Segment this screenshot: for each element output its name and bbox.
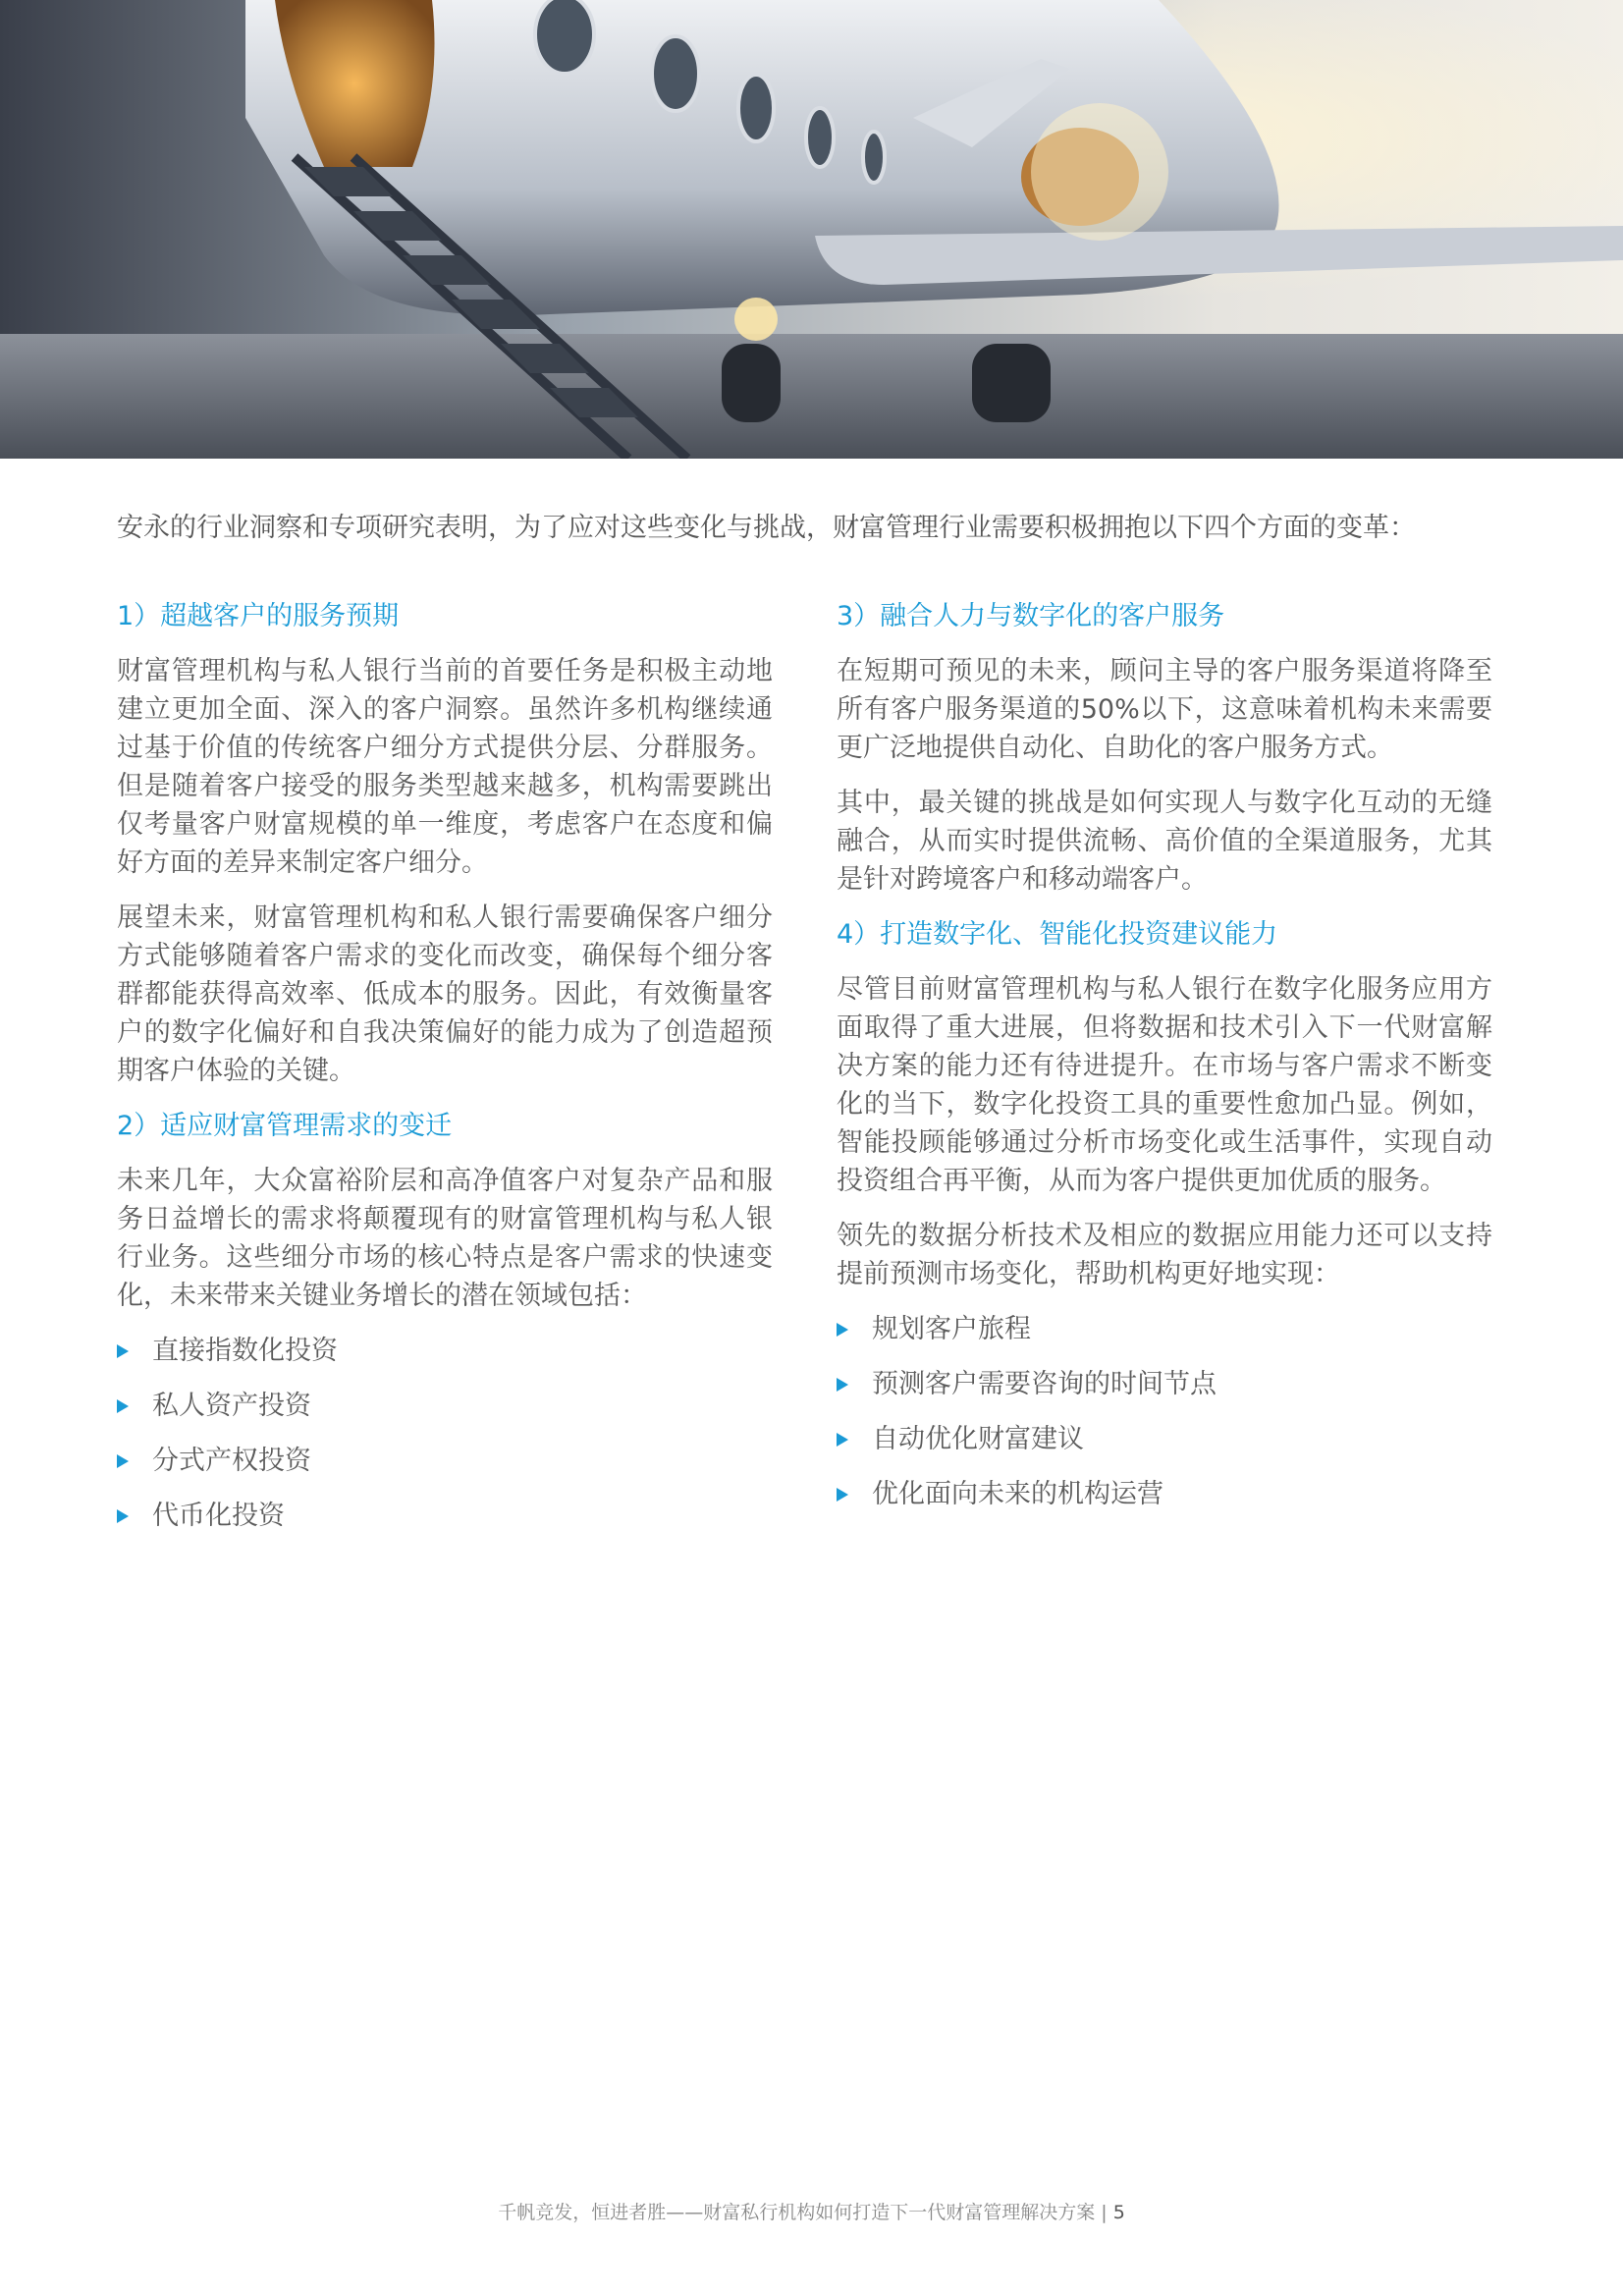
triangle-bullet-icon bbox=[117, 1344, 129, 1358]
section-heading-2: 2）适应财富管理需求的变迁 bbox=[117, 1111, 453, 1141]
section-heading-1: 1）超越客户的服务预期 bbox=[117, 601, 400, 631]
list-item bbox=[117, 1332, 773, 1371]
list-item bbox=[837, 1365, 1492, 1404]
triangle-bullet-icon bbox=[837, 1488, 848, 1502]
page-number: 5 bbox=[1112, 2202, 1125, 2223]
list-item bbox=[837, 1475, 1492, 1514]
list-item bbox=[117, 1442, 773, 1481]
intro-paragraph: 安永的行业洞察和专项研究表明，为了应对这些变化与挑战，财富管理行业需要积极拥抱以下四个方面的变革： bbox=[117, 513, 1416, 543]
section-2-paragraph-1: 未来几年，大众富裕阶层和高净值客户对复杂产品和服务日益增长的需求将颠覆现有的财富管理机构与私人银行业务。这些细分市场的核心特点是客户需求的快速变化，未来带来关键业务增长的潜在领域包括： bbox=[117, 1166, 773, 1311]
section-3-paragraph-2: 其中，最关键的挑战是如何实现人与数字化互动的无缝融合，从而实时提供流畅、高价值的全渠道服务，尤其是针对跨境客户和移动端客户。 bbox=[837, 788, 1492, 895]
list-item-text: 规划客户旅程 bbox=[872, 1314, 1031, 1344]
hero-image bbox=[0, 0, 1623, 459]
section-4-paragraph-2: 领先的数据分析技术及相应的数据应用能力还可以支持提前预测市场变化，帮助机构更好地实现： bbox=[837, 1221, 1492, 1289]
section-4-paragraph-1: 尽管目前财富管理机构与私人银行在数字化服务应用方面取得了重大进展，但将数据和技术引入下一代财富解决方案的能力还有待进提升。在市场与客户需求不断变化的当下，数字化投资工具的重要性愈加凸显。例如，智能投顾能够通过分析市场变化或生活事件，实现自动投资组合再平衡，从而为客户提供更加优质的服务。 bbox=[837, 974, 1492, 1196]
list-item-text: 优化面向未来的机构运营 bbox=[872, 1479, 1163, 1509]
triangle-bullet-icon bbox=[117, 1399, 129, 1413]
triangle-bullet-icon bbox=[837, 1323, 848, 1337]
section-1-paragraph-2: 展望未来，财富管理机构和私人银行需要确保客户细分方式能够随着客户需求的变化而改变，确保每个细分客群都能获得高效率、低成本的服务。因此，有效衡量客户的数字化偏好和自我决策偏好的能力成为了创造超预期客户体验的关键。 bbox=[117, 902, 773, 1086]
section-4-bullet-list bbox=[837, 1310, 1492, 1514]
section-1-paragraph-1: 财富管理机构与私人银行当前的首要任务是积极主动地建立更加全面、深入的客户洞察。虽然许多机构继续通过基于价值的传统客户细分方式提供分层、分群服务。但是随着客户接受的服务类型越来越多，机构需要跳出仅考量客户财富规模的单一维度，考虑客户在态度和偏好方面的差异来制定客户细分。 bbox=[117, 656, 773, 878]
list-item-text: 直接指数化投资 bbox=[152, 1336, 338, 1366]
footer-title: 千帆竞发，恒进者胜——财富私行机构如何打造下一代财富管理解决方案 | bbox=[498, 2202, 1113, 2223]
list-item-text: 自动优化财富建议 bbox=[872, 1424, 1084, 1454]
section-2-bullet-list bbox=[117, 1332, 773, 1536]
section-3-paragraph-1: 在短期可预见的未来，顾问主导的客户服务渠道将降至所有客户服务渠道的50%以下，这意味着机构未来需要更广泛地提供自动化、自助化的客户服务方式。 bbox=[837, 656, 1492, 763]
list-item-text: 代币化投资 bbox=[152, 1501, 285, 1531]
section-heading-3: 3）融合人力与数字化的客户服务 bbox=[837, 601, 1225, 631]
section-heading-4: 4）打造数字化、智能化投资建议能力 bbox=[837, 919, 1278, 950]
left-column bbox=[117, 597, 773, 1552]
list-item-text: 预测客户需要咨询的时间节点 bbox=[872, 1369, 1217, 1399]
triangle-bullet-icon bbox=[117, 1509, 129, 1523]
triangle-bullet-icon bbox=[837, 1433, 848, 1447]
list-item bbox=[837, 1310, 1492, 1349]
list-item-text: 分式产权投资 bbox=[152, 1446, 311, 1476]
list-item bbox=[117, 1387, 773, 1426]
page-footer bbox=[0, 2198, 1623, 2224]
list-item bbox=[117, 1497, 773, 1536]
right-column bbox=[837, 597, 1492, 1530]
list-item bbox=[837, 1420, 1492, 1459]
triangle-bullet-icon bbox=[837, 1378, 848, 1392]
list-item-text: 私人资产投资 bbox=[152, 1391, 311, 1421]
triangle-bullet-icon bbox=[117, 1454, 129, 1468]
